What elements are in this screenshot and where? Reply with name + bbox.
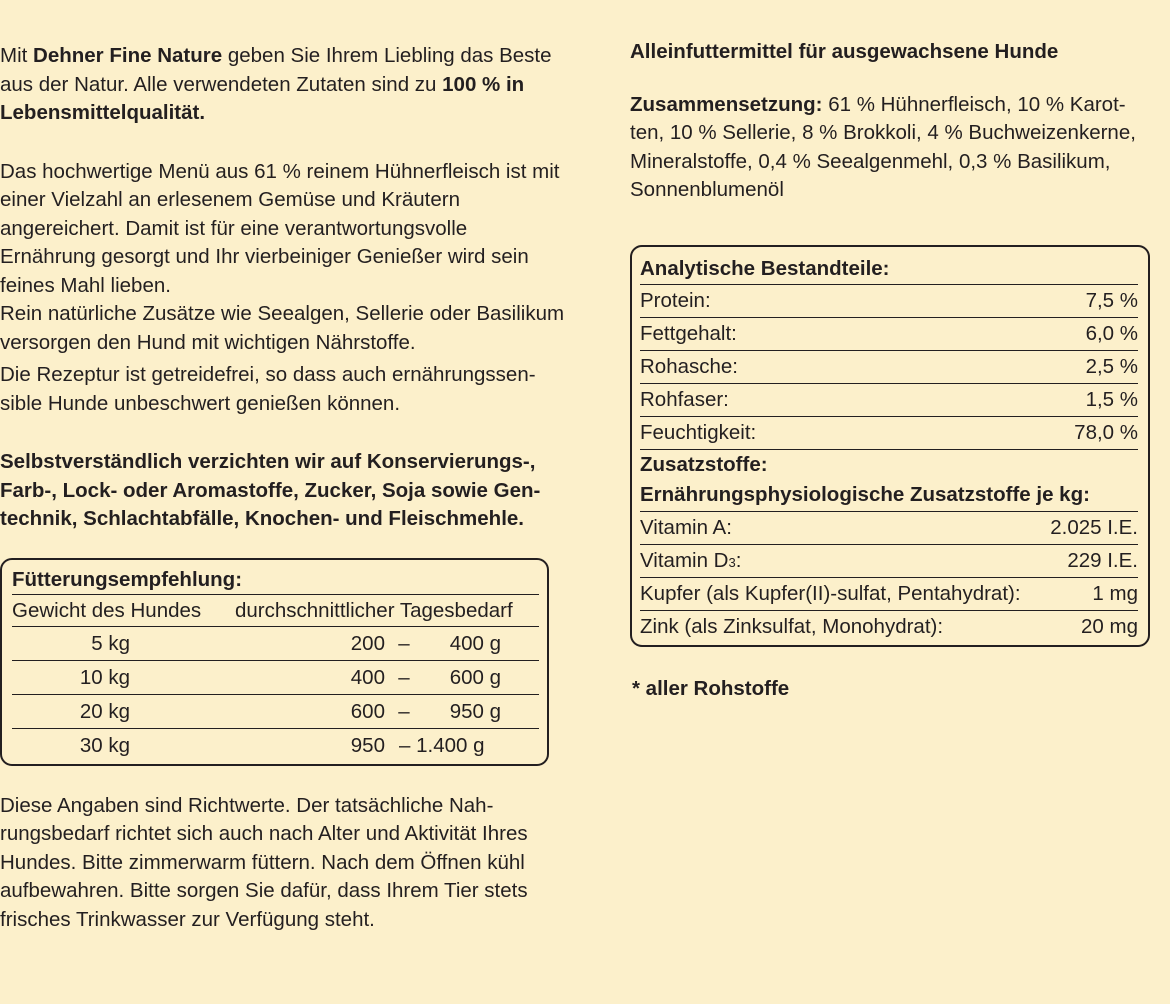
table-row (640, 318, 1138, 351)
subscript: 3 (728, 554, 736, 570)
additives-title (640, 450, 1138, 479)
intro-mid: geben Sie Ihrem Liebling das Beste aus der Natur. Alle verwendeten Zutaten sind zu (0, 44, 552, 96)
description-paragraph: Das hochwertige Menü aus 61 % reinem Hühnerfleisch ist mit einer Vielzahl an erlesenem Gemüse und Kräutern angereichert. Damit ist für eine verantwortungsvolle Ernährung gesorgt und Ihr vierbeiniger Genießer wird sein feines Mahl lieben. (0, 159, 560, 297)
additive-rows (640, 512, 1138, 643)
analysis-title-text: Analytische Bestandteile: (640, 256, 890, 280)
row-label: Zink (als Zinksulfat, Monohydrat): (640, 614, 944, 638)
composition-label: Zusammensetzung: (630, 92, 823, 116)
feeding-weight: 5 kg (91, 631, 130, 655)
table-row (640, 611, 1138, 643)
intro-pre: Mit (0, 44, 34, 67)
row-label: Protein: (640, 288, 711, 312)
row-label: Kupfer (als Kupfer(II)-sulfat, Pentahydrat): (640, 581, 1021, 605)
additives-subtitle (640, 479, 1138, 512)
table-row (12, 661, 539, 695)
quality-claim: 100 % in Lebensmittelqualität. (0, 72, 525, 124)
feeding-high: 600 g (449, 665, 501, 689)
feeding-rows (12, 627, 537, 762)
feeding-weight: 10 kg (79, 665, 130, 689)
feeding-low: 200 (350, 631, 385, 655)
grain-free-paragraph: Die Rezeptur ist getreidefrei, so dass auch ernährungssen-sible Hunde unbeschwert genießen können. (0, 363, 536, 415)
table-row (640, 545, 1138, 578)
table-row (640, 384, 1138, 417)
feeding-recommendation-table (0, 558, 549, 766)
row-value: 2,5 % (1085, 354, 1138, 378)
analysis-title (640, 253, 1138, 285)
table-row (640, 512, 1138, 545)
row-label: Vitamin D3: (640, 548, 742, 572)
guidance-paragraph: Diese Angaben sind Richtwerte. Der tatsächliche Nah-rungsbedarf richtet sich auch nach Alter und Aktivität Ihres Hundes. Bitte zimmerwarm füttern. Nach dem Öffnen kühl aufbewahren. Bitte sorgen Sie dafür, dass Ihrem Tier stets frisches Trinkwasser zur Verfügung steht. (0, 793, 528, 931)
row-label: Vitamin A: (640, 515, 732, 539)
table-row (640, 285, 1138, 318)
row-value: 229 I.E. (1067, 548, 1138, 572)
feeding-header-row (12, 595, 539, 627)
table-row (640, 578, 1138, 611)
row-value: 1,5 % (1085, 387, 1138, 411)
row-value: 7,5 % (1085, 288, 1138, 312)
row-value: 78,0 % (1074, 420, 1138, 444)
additives-title-text: Zusatzstoffe: (640, 452, 768, 476)
row-value: 2.025 I.E. (1050, 515, 1138, 539)
brand-name: Dehner Fine Nature (33, 44, 223, 67)
additives-paragraph: Rein natürliche Zusätze wie Seealgen, Sellerie oder Basilikum versorgen den Hund mit wichtigen Nährstoffe. (0, 302, 565, 354)
feeding-high: 950 g (449, 699, 501, 723)
table-row (12, 627, 539, 661)
feeding-high: 400 g (449, 631, 501, 655)
table-row (12, 695, 539, 729)
left-column (0, 42, 565, 934)
product-heading: Alleinfuttermittel für ausgewachsene Hunde (630, 40, 1059, 63)
row-label: Feuchtigkeit: (640, 420, 757, 444)
feeding-weight: 30 kg (79, 733, 130, 757)
analysis-table (630, 245, 1150, 647)
feeding-range-end: – 1.400 g (399, 733, 485, 757)
feeding-weight: 20 kg (79, 699, 130, 723)
table-row (640, 417, 1138, 450)
table-row (640, 351, 1138, 384)
feeding-title: Fütterungsempfehlung: (12, 566, 539, 595)
feeding-dash: – (398, 631, 410, 655)
exclusions-paragraph: Selbstverständlich verzichten wir auf Konservierungs-, Farb-, Lock- oder Aromastoffe, Zucker, Soja sowie Gen-technik, Schlachtabfälle, Knochen- und Fleischmehle. (0, 450, 541, 530)
additives-subtitle-text: Ernährungsphysiologische Zusatzstoffe je kg: (640, 482, 1090, 506)
feeding-low: 950 (350, 733, 385, 757)
row-value: 1 mg (1092, 581, 1138, 605)
right-column (630, 38, 1150, 703)
composition-paragraph (630, 91, 1150, 205)
feeding-dash: – (398, 699, 410, 723)
composition-text: 61 % Hühnerfleisch, 10 % Karot-ten, 10 % Sellerie, 8 % Brokkoli, 4 % Buchweizenkerne, Mineralstoffe, 0,4 % Seealgenmehl, 0,3 % Basilikum, Sonnenblumenöl (630, 92, 1136, 201)
feeding-low: 400 (350, 665, 385, 689)
table-row (12, 729, 539, 762)
feeding-low: 600 (350, 699, 385, 723)
col-need-header: durchschnittlicher Tagesbedarf (235, 598, 513, 622)
row-label: Rohfaser: (640, 387, 729, 411)
row-value: 20 mg (1081, 614, 1138, 638)
row-label: Rohasche: (640, 354, 739, 378)
row-label: Fettgehalt: (640, 321, 737, 345)
feeding-dash: – (398, 665, 410, 689)
footnote: * aller Rohstoffe (632, 676, 790, 700)
analysis-rows (640, 285, 1138, 450)
col-weight-header: Gewicht des Hundes (12, 598, 202, 622)
row-value: 6,0 % (1085, 321, 1138, 345)
intro-paragraph (0, 42, 565, 128)
